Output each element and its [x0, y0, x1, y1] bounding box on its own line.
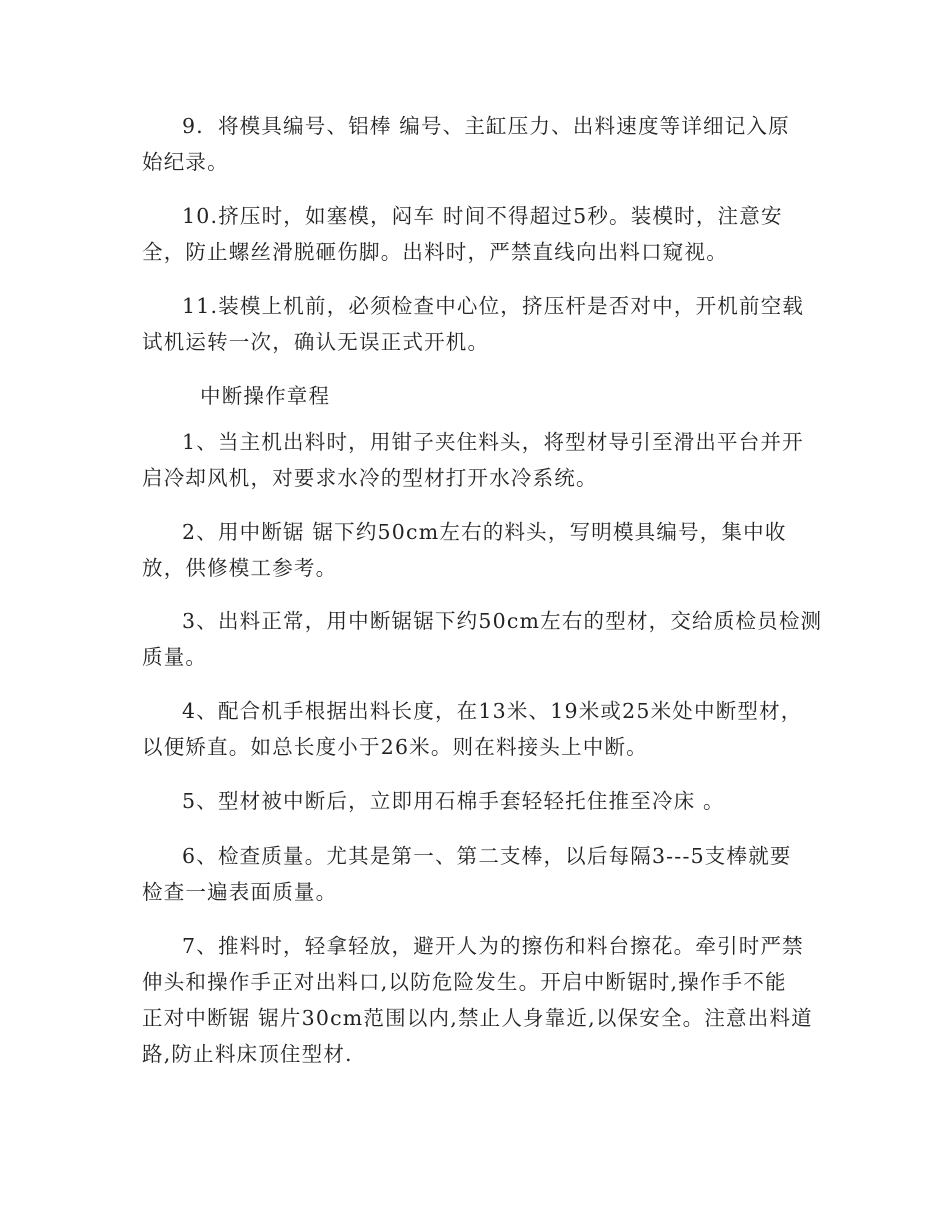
section-heading: 中断操作章程: [200, 384, 331, 408]
step-6-line-2: 检查一遍表面质量。: [142, 880, 338, 904]
step-4: [142, 693, 822, 765]
step-3-line-1: 3、出料正常，用中断锯锯下约50cm左右的型材，交给质检员检测: [182, 609, 823, 633]
step-7-line-3: 正对中断锯 锯片30cm范围以内,禁止人身靠近,以保安全。注意出料道: [142, 1006, 813, 1030]
step-2-line-2: 放，供修模工参考。: [142, 556, 338, 580]
step-7-line-4: 路,防止料床顶住型材.: [142, 1042, 353, 1066]
step-5: [142, 783, 822, 819]
step-4-line-2: 以便矫直。如总长度小于26米。则在料接头上中断。: [142, 735, 648, 759]
step-4-line-1: 4、配合机手根据出料长度，在13米、19米或25米处中断型材，: [182, 699, 803, 723]
step-1-line-1: 1、当主机出料时，用钳子夹住料头，将型材导引至滑出平台并开: [182, 430, 804, 454]
paragraph-9-line-1: 9．将模具编号、铝棒 编号、主缸压力、出料速度等详细记入原: [182, 114, 790, 138]
step-3: [142, 603, 822, 675]
step-2-line-1: 2、用中断锯 锯下约50cm左右的料头，写明模具编号，集中收: [182, 520, 787, 544]
step-7-line-2: 伸头和操作手正对出料口,以防危险发生。开启中断锯时,操作手不能: [142, 970, 787, 994]
paragraph-11-line-1: 11.装模上机前，必须检查中心位，挤压杆是否对中，开机前空载: [182, 294, 805, 318]
step-6-line-1: 6、检查质量。尤其是第一、第二支棒，以后每隔3---5支棒就要: [182, 844, 792, 868]
paragraph-9: [142, 108, 822, 180]
step-3-line-2: 质量。: [142, 645, 208, 669]
paragraph-10: [142, 198, 822, 270]
step-1-line-2: 启冷却风机，对要求水冷的型材打开水冷系统。: [142, 466, 598, 490]
step-6: [142, 838, 822, 910]
step-7: [142, 928, 822, 1072]
paragraph-9-line-2: 始纪录。: [142, 150, 229, 174]
paragraph-11-line-2: 试机运转一次，确认无误正式开机。: [142, 330, 490, 354]
paragraph-10-line-1: 10.挤压时，如塞模，闷车 时间不得超过5秒。装模时，注意安: [182, 204, 783, 228]
step-1: [142, 424, 822, 496]
paragraph-10-line-2: 全，防止螺丝滑脱砸伤脚。出料时，严禁直线向出料口窥视。: [142, 240, 728, 264]
step-7-line-1: 7、推料时，轻拿轻放，避开人为的擦伤和料台擦花。牵引时严禁: [182, 934, 804, 958]
paragraph-11: [142, 288, 822, 360]
step-2: [142, 514, 822, 586]
step-5-line-1: 5、型材被中断后，立即用石棉手套轻轻托住推至冷床 。: [182, 789, 725, 813]
